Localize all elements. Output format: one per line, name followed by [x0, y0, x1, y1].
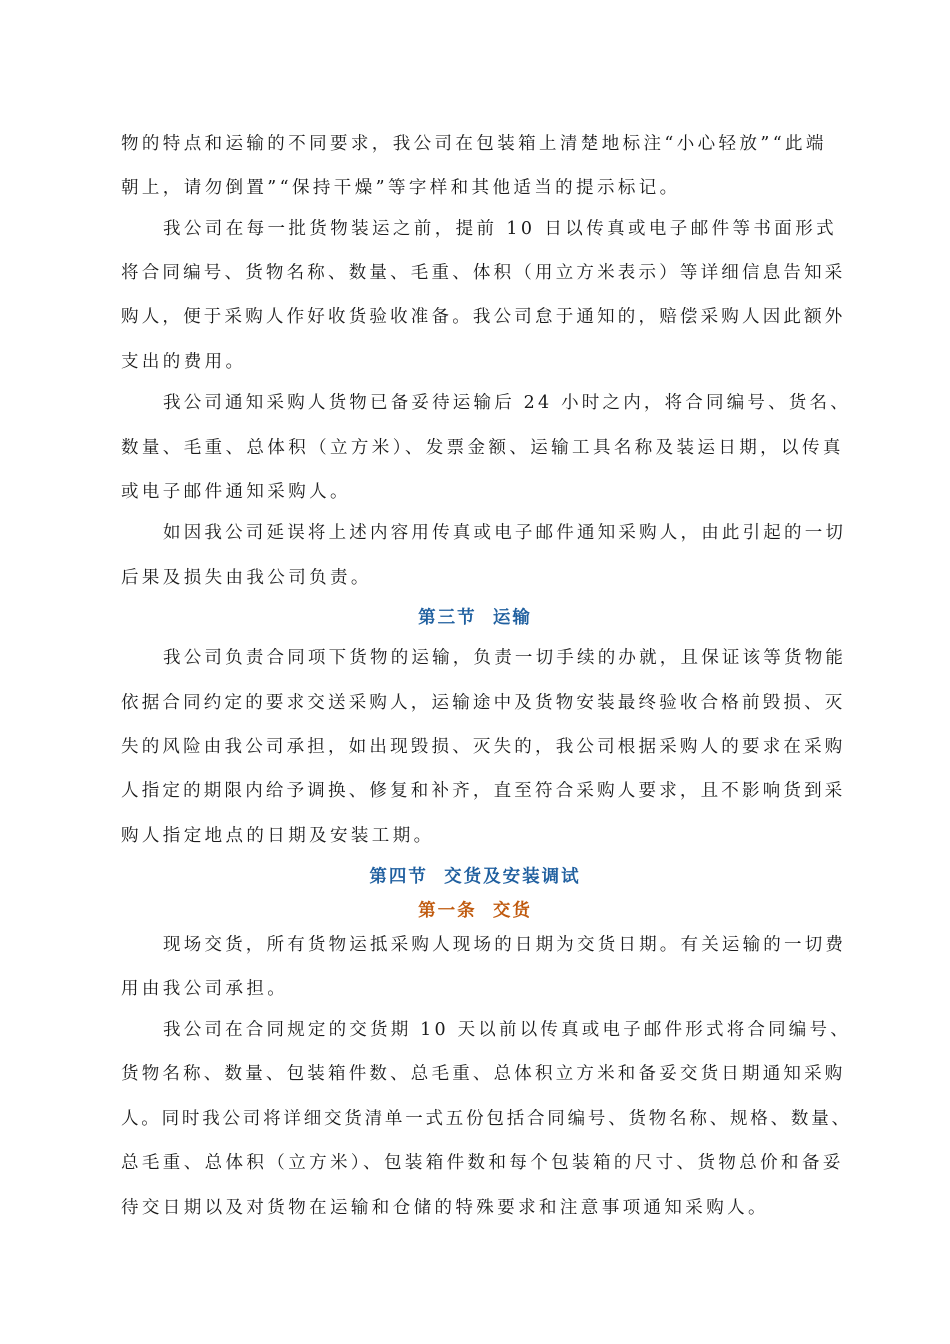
paragraph-line: 人。同时我公司将详细交货清单一式五份包括合同编号、货物名称、规格、数量、 [121, 1109, 852, 1129]
article-heading: 第一条 交货 [418, 901, 532, 921]
paragraph-line: 人指定的期限内给予调换、修复和补齐，直至符合采购人要求，且不影响货到采 [121, 781, 846, 801]
paragraph-line: 数量、毛重、总体积（立方米）、发票金额、运输工具名称及装运日期，以传真 [121, 438, 844, 458]
paragraph-line: 货物名称、数量、包装箱件数、总毛重、总体积立方米和备妥交货日期通知采购 [121, 1064, 846, 1084]
paragraph-line: 用由我公司承担。 [121, 979, 289, 999]
paragraph-line: 现场交货，所有货物运抵采购人现场的日期为交货日期。有关运输的一切费 [163, 935, 847, 955]
paragraph-line: 我公司通知采购人货物已备妥待运输后 24 小时之内，将合同编号、货名、 [163, 393, 851, 413]
paragraph-line: 购人指定地点的日期及安装工期。 [121, 826, 435, 846]
paragraph-line: 如因我公司延误将上述内容用传真或电子邮件通知采购人，由此引起的一切 [163, 523, 847, 543]
paragraph-line: 将合同编号、货物名称、数量、毛重、体积（用立方米表示）等详细信息告知采 [121, 263, 846, 283]
paragraph-line: 物的特点和运输的不同要求，我公司在包装箱上清楚地标注“小心轻放”“此端 [121, 134, 827, 154]
paragraph-line: 购人，便于采购人作好收货验收准备。我公司怠于通知的，赔偿采购人因此额外 [121, 307, 846, 327]
paragraph-line: 总毛重、总体积（立方米）、包装箱件数和每个包装箱的尺寸、货物总价和备妥 [121, 1153, 844, 1173]
paragraph-line: 依据合同约定的要求交送采购人，运输途中及货物安装最终验收合格前毁损、灭 [121, 693, 846, 713]
paragraph-line: 或电子邮件通知采购人。 [121, 482, 351, 502]
section-heading: 第三节 运输 [418, 608, 532, 628]
paragraph-line: 支出的费用。 [121, 352, 247, 372]
paragraph-line: 失的风险由我公司承担，如出现毁损、灭失的，我公司根据采购人的要求在采购 [121, 737, 846, 757]
paragraph-line: 我公司负责合同项下货物的运输，负责一切手续的办就，且保证该等货物能 [163, 648, 847, 668]
paragraph-line: 我公司在合同规定的交货期 10 天以前以传真或电子邮件形式将合同编号、 [163, 1020, 851, 1040]
paragraph-line: 后果及损失由我公司负责。 [121, 568, 372, 588]
paragraph-line: 我公司在每一批货物装运之前，提前 10 日以传真或电子邮件等书面形式 [163, 219, 837, 239]
paragraph-line: 待交日期以及对货物在运输和仓储的特殊要求和注意事项通知采购人。 [121, 1198, 769, 1218]
paragraph-line: 朝上，请勿倒置”“保持干燥”等字样和其他适当的提示标记。 [121, 178, 681, 198]
section-heading: 第四节 交货及安装调试 [369, 867, 581, 887]
